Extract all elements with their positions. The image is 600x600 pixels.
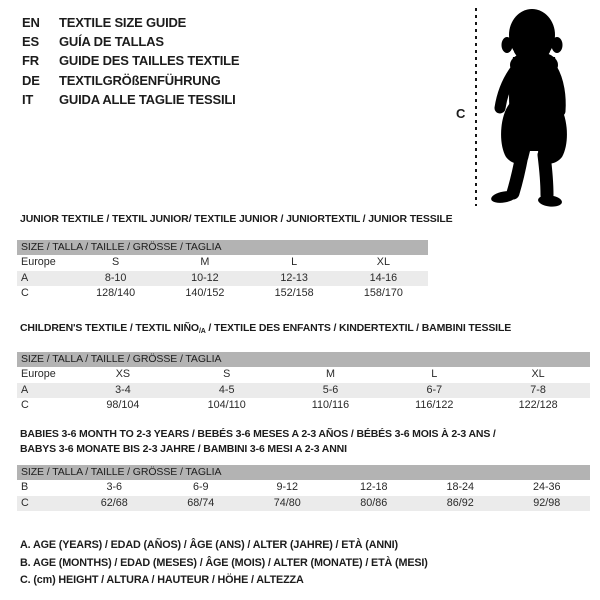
height-cell: 110/116 bbox=[311, 399, 350, 411]
size-cell: M bbox=[200, 256, 210, 268]
size-cell: L bbox=[291, 256, 298, 268]
table-row bbox=[17, 398, 590, 414]
size-header-bar: SIZE / TALLA / TAILLE / GRÖSSE / TAGLIA bbox=[17, 240, 428, 255]
row-label: C bbox=[21, 496, 29, 509]
note-a: A. AGE (YEARS) / EDAD (AÑOS) / ÂGE (ANS) / ALTER (JAHRE) / ETÀ (ANNI) bbox=[20, 539, 398, 551]
babies-size-table bbox=[17, 427, 590, 511]
children-size-table bbox=[17, 322, 590, 414]
children-table-title bbox=[20, 322, 590, 338]
table-row bbox=[17, 480, 590, 496]
size-cell: M bbox=[325, 368, 335, 380]
age-cell: 5-6 bbox=[322, 383, 339, 396]
age-cell: 12-13 bbox=[280, 271, 308, 284]
note-b: B. AGE (MONTHS) / EDAD (MESES) / ÂGE (MOIS) / ALTER (MONATE) / ETÀ (MESI) bbox=[20, 556, 428, 569]
table-row bbox=[17, 271, 428, 287]
title-line-1: BABIES 3-6 MONTH TO 2-3 YEARS / BEBÉS 3-6 MESES A 2-3 AÑOS / BÉBÉS 3-6 MOIS À 2-3 ANS / bbox=[20, 428, 496, 440]
junior-table-title: JUNIOR TEXTILE / TEXTIL JUNIOR/ TEXTILE JUNIOR / JUNIORTEXTIL / JUNIOR TESSILE bbox=[20, 213, 453, 225]
language-code: EN bbox=[22, 15, 40, 30]
row-label: C bbox=[21, 399, 29, 411]
height-cell: 104/110 bbox=[207, 399, 246, 411]
row-label: Europe bbox=[21, 256, 56, 268]
months-cell: 9-12 bbox=[276, 481, 299, 493]
height-cell: 122/128 bbox=[518, 399, 558, 411]
height-dashed-line bbox=[475, 8, 477, 206]
height-measure-label: C bbox=[456, 106, 466, 121]
size-cell: XS bbox=[115, 368, 131, 380]
age-cell: 14-16 bbox=[369, 271, 398, 284]
size-cell: S bbox=[223, 368, 231, 380]
height-cell: 62/68 bbox=[100, 496, 128, 509]
language-row-it bbox=[22, 90, 239, 109]
height-cell: 158/170 bbox=[363, 287, 403, 299]
size-cell: XL bbox=[531, 368, 545, 380]
language-title: TEXTILE SIZE GUIDE bbox=[59, 15, 187, 30]
age-cell: 3-4 bbox=[115, 383, 131, 396]
junior-size-table bbox=[17, 213, 453, 302]
height-cell: 98/104 bbox=[106, 399, 140, 411]
months-cell: 18-24 bbox=[446, 481, 475, 493]
row-label: B bbox=[21, 481, 29, 493]
age-cell: 6-7 bbox=[426, 383, 443, 396]
age-cell: 8-10 bbox=[104, 271, 127, 284]
table-row bbox=[17, 383, 590, 399]
row-label: A bbox=[21, 383, 29, 396]
row-label: A bbox=[21, 271, 29, 284]
table-row bbox=[17, 255, 428, 271]
language-list bbox=[22, 13, 239, 109]
height-cell: 68/74 bbox=[187, 496, 215, 509]
title-part: CHILDREN'S TEXTILE / TEXTIL NIÑO bbox=[20, 322, 199, 334]
size-cell: L bbox=[431, 368, 438, 380]
title-subscript: /A bbox=[198, 328, 206, 335]
size-cell: XL bbox=[376, 256, 390, 268]
title-line-2: BABYS 3-6 MONATE BIS 2-3 JAHRE / BAMBINI 3-6 MESI A 2-3 ANNI bbox=[20, 442, 347, 455]
months-cell: 12-18 bbox=[359, 481, 388, 493]
size-header-bar: SIZE / TALLA / TAILLE / GRÖSSE / TAGLIA bbox=[17, 465, 590, 480]
months-cell: 3-6 bbox=[106, 481, 123, 493]
size-cell: S bbox=[112, 256, 120, 268]
language-row-de bbox=[22, 71, 239, 90]
table-row bbox=[17, 367, 590, 383]
junior-table-rows bbox=[17, 255, 428, 302]
language-code: IT bbox=[22, 91, 34, 107]
language-title: TEXTILGRÖßENFÜHRUNG bbox=[59, 72, 221, 88]
language-title: GUIDE DES TAILLES TEXTILE bbox=[59, 53, 240, 69]
height-cell: 80/86 bbox=[360, 496, 388, 509]
months-cell: 6-9 bbox=[192, 481, 209, 493]
height-cell: 128/140 bbox=[96, 287, 136, 299]
note-c: C. (cm) HEIGHT / ALTURA / HAUTEUR / HÖHE / ALTEZZA bbox=[20, 574, 304, 586]
title-part: / TEXTILE DES ENFANTS / KINDERTEXTIL / BAMBINI TESSILE bbox=[205, 322, 512, 334]
language-row-es bbox=[22, 32, 239, 51]
height-cell: 152/158 bbox=[274, 287, 314, 299]
language-row-fr bbox=[22, 51, 239, 70]
months-cell: 24-36 bbox=[532, 481, 561, 493]
language-code: FR bbox=[22, 53, 39, 69]
row-label: C bbox=[21, 287, 29, 299]
language-code: ES bbox=[22, 34, 39, 50]
language-title: GUIDA ALLE TAGLIE TESSILI bbox=[59, 91, 236, 107]
table-row bbox=[17, 286, 428, 302]
height-cell: 86/92 bbox=[446, 496, 474, 509]
table-row bbox=[17, 496, 590, 512]
height-cell: 116/122 bbox=[415, 399, 454, 411]
babies-table-rows bbox=[17, 480, 590, 511]
baby-silhouette-icon bbox=[480, 5, 595, 207]
babies-table-title bbox=[20, 427, 590, 456]
language-title: GUÍA DE TALLAS bbox=[59, 34, 164, 50]
age-cell: 4-5 bbox=[218, 383, 235, 396]
size-header-bar: SIZE / TALLA / TAILLE / GRÖSSE / TAGLIA bbox=[17, 352, 590, 367]
age-cell: 7-8 bbox=[530, 383, 546, 396]
children-table-rows bbox=[17, 367, 590, 414]
height-cell: 92/98 bbox=[533, 496, 561, 509]
row-label: Europe bbox=[21, 368, 56, 380]
height-cell: 140/152 bbox=[185, 287, 225, 299]
language-row-en bbox=[22, 13, 239, 32]
height-cell: 74/80 bbox=[273, 496, 301, 509]
language-code: DE bbox=[22, 72, 40, 88]
age-cell: 10-12 bbox=[191, 271, 219, 284]
legend-notes bbox=[20, 537, 428, 590]
